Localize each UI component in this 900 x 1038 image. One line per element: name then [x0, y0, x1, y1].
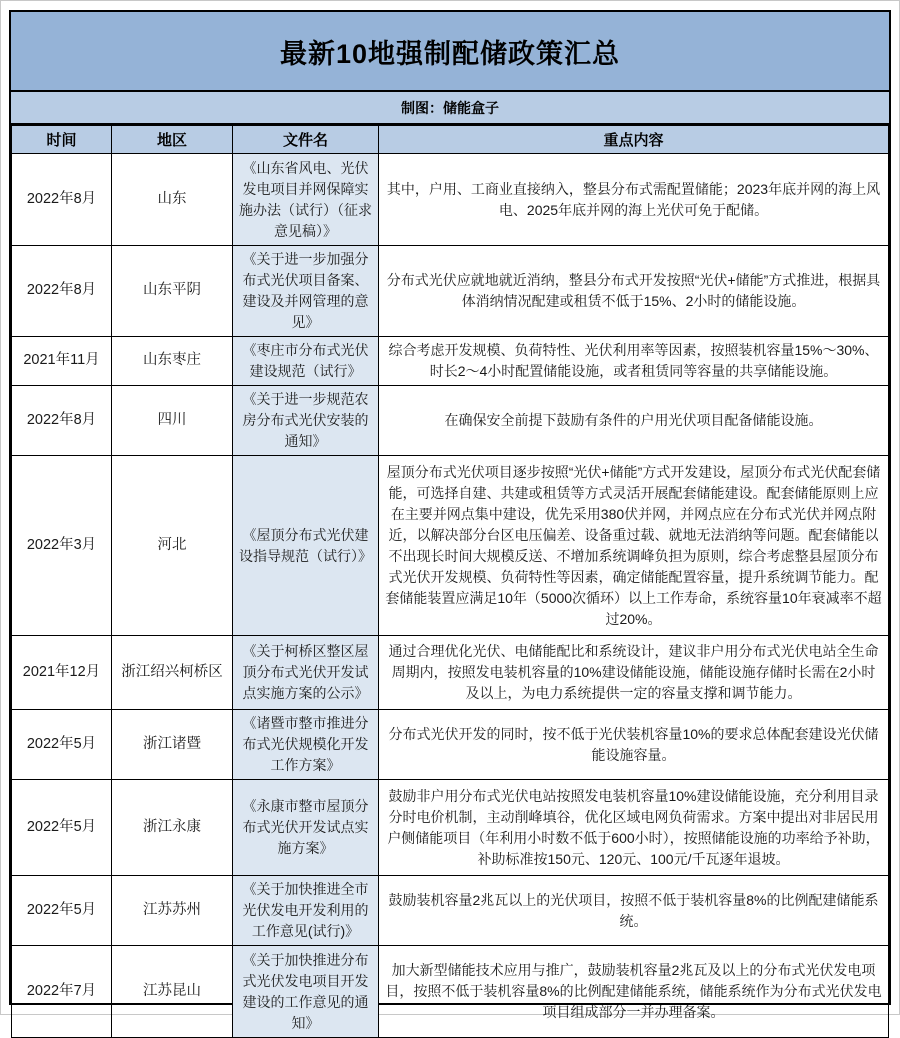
cell-content: 综合考虑开发规模、负荷特性、光伏利用率等因素，按照装机容量15%～30%、时长2～4小时配置储能设施，或者租赁同等容量的共享储能设施。: [379, 337, 889, 386]
cell-time: 2021年11月: [12, 337, 112, 386]
cell-doc: 《山东省风电、光伏发电项目并网保障实施办法（试行）（征求意见稿）》: [233, 154, 379, 246]
cell-doc: 《诸暨市整市推进分布式光伏规模化开发工作方案》: [233, 710, 379, 780]
cell-content: 分布式光伏应就地就近消纳，整县分布式开发按照“光伏+储能”方式推进，根据具体消纳情况配建或租赁不低于15%、2小时的储能设施。: [379, 246, 889, 337]
cell-content: 其中，户用、工商业直接纳入，整县分布式需配置储能；2023年底并网的海上风电、2025年底并网的海上光伏可免于配储。: [379, 154, 889, 246]
policy-table: [11, 125, 889, 1038]
table-row: [12, 946, 889, 1038]
cell-region: 江苏昆山: [112, 946, 233, 1038]
cell-doc: 《关于柯桥区整区屋顶分布式光伏开发试点实施方案的公示》: [233, 636, 379, 710]
table-row: [12, 876, 889, 946]
cell-doc: 《关于进一步加强分布式光伏项目备案、建设及并网管理的意见》: [233, 246, 379, 337]
cell-doc: 《屋顶分布式光伏建设指导规范（试行）》: [233, 456, 379, 636]
column-header-content: 重点内容: [379, 126, 889, 154]
cell-region: 浙江绍兴柯桥区: [112, 636, 233, 710]
cell-content: 通过合理优化光伏、电储能配比和系统设计，建议非户用分布式光伏电站全生命周期内，按照发电装机容量的10%建设储能设施，储能设施存储时长需在2小时及以上，为电力系统提供一定的容量支撑和调节能力。: [379, 636, 889, 710]
table-row: [12, 337, 889, 386]
cell-region: 山东平阴: [112, 246, 233, 337]
cell-content: 鼓励非户用分布式光伏电站按照发电装机容量10%建设储能设施，充分利用目录分时电价机制，主动削峰填谷，优化区域电网负荷需求。方案中提出对非居民用户侧储能项目（年利用小时数不低于600小时），按照储能设施的功率给予补助，补助标准按150元、120元、100元/千瓦逐年退坡。: [379, 780, 889, 876]
cell-doc: 《永康市整市屋顶分布式光伏开发试点实施方案》: [233, 780, 379, 876]
table-row: [12, 636, 889, 710]
table-row: [12, 456, 889, 636]
cell-region: 山东枣庄: [112, 337, 233, 386]
credit-line: 制图：储能盒子: [11, 92, 889, 125]
cell-time: 2022年7月: [12, 946, 112, 1038]
column-header-region: 地区: [112, 126, 233, 154]
cell-region: 浙江永康: [112, 780, 233, 876]
table-row: [12, 710, 889, 780]
column-header-doc: 文件名: [233, 126, 379, 154]
cell-region: 四川: [112, 386, 233, 456]
cell-time: 2022年8月: [12, 154, 112, 246]
table-row: [12, 246, 889, 337]
header-row: [12, 126, 889, 154]
cell-time: 2022年8月: [12, 386, 112, 456]
cell-content: 鼓励装机容量2兆瓦以上的光伏项目，按照不低于装机容量8%的比例配建储能系统。: [379, 876, 889, 946]
cell-region: 河北: [112, 456, 233, 636]
cell-time: 2022年5月: [12, 876, 112, 946]
cell-region: 山东: [112, 154, 233, 246]
cell-time: 2022年5月: [12, 710, 112, 780]
cell-content: 屋顶分布式光伏项目逐步按照“光伏+储能”方式开发建设，屋顶分布式光伏配套储能，可选择自建、共建或租赁等方式灵活开展配套储能建设。配套储能原则上应在主要并网点集中建设，优先采用380伏并网，并网点应在分布式光伏并网点附近，以解决部分台区电压偏差、设备重过载、就地无法消纳等问题。配套储能以不出现长时间大规模反送、不增加系统调峰负担为原则，综合考虑整县屋顶分布式光伏开发规模、负荷特性等因素，确定储能配置容量，提升系统调节能力。配套储能装置应满足10年（5000次循环）以上工作寿命，系统容量10年衰减率不超过20%。: [379, 456, 889, 636]
cell-time: 2022年5月: [12, 780, 112, 876]
cell-time: 2022年3月: [12, 456, 112, 636]
cell-content: 在确保安全前提下鼓励有条件的户用光伏项目配备储能设施。: [379, 386, 889, 456]
cell-region: 浙江诸暨: [112, 710, 233, 780]
cell-doc: 《关于进一步规范农房分布式光伏安装的通知》: [233, 386, 379, 456]
cell-doc: 《枣庄市分布式光伏建设规范（试行》: [233, 337, 379, 386]
table-row: [12, 780, 889, 876]
cell-doc: 《关于加快推进分布式光伏发电项目开发建设的工作意见的通知》: [233, 946, 379, 1038]
cell-region: 江苏苏州: [112, 876, 233, 946]
cell-time: 2022年8月: [12, 246, 112, 337]
cell-content: 分布式光伏开发的同时，按不低于光伏装机容量10%的要求总体配套建设光伏储能设施容量。: [379, 710, 889, 780]
page: [1, 1, 899, 1031]
column-header-time: 时间: [12, 126, 112, 154]
cell-doc: 《关于加快推进全市光伏发电开发利用的工作意见(试行)》: [233, 876, 379, 946]
cell-time: 2021年12月: [12, 636, 112, 710]
table-row: [12, 154, 889, 246]
policy-summary-sheet: [9, 10, 891, 1031]
cell-content: 加大新型储能技术应用与推广，鼓励装机容量2兆瓦及以上的分布式光伏发电项目，按照不低于装机容量8%的比例配建储能系统，储能系统作为分布式光伏发电项目组成部分一并办理备案。: [379, 946, 889, 1038]
table-row: [12, 386, 889, 456]
page-title: 最新10地强制配储政策汇总: [11, 12, 889, 92]
